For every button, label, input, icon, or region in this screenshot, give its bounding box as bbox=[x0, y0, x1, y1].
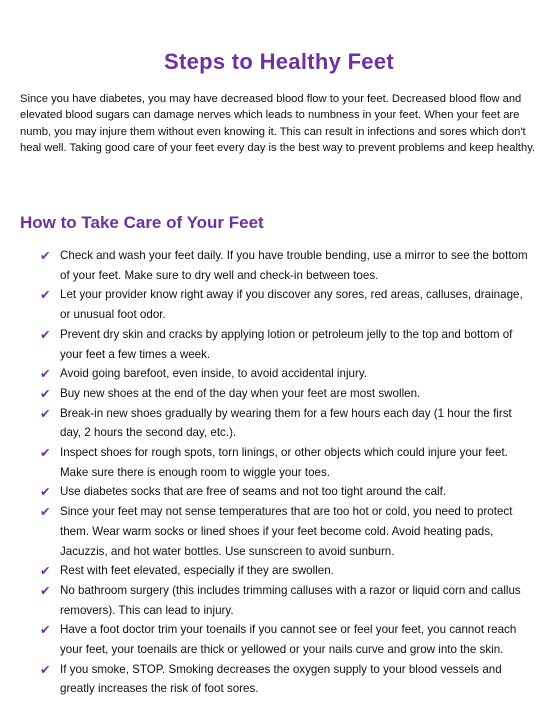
check-mark-icon: ✔ bbox=[40, 622, 51, 638]
check-mark-icon: ✔ bbox=[40, 661, 51, 677]
list-item-text: Since your feet may not sense temperatures that are too hot or cold, you need to protect them. Wear warm socks or lined shoes if your feet become cold. Avoid heating pads, Jacuzzis, and hot water bottles. Use sunscreen to avoid sunburn. bbox=[60, 505, 513, 558]
list-item bbox=[38, 285, 528, 324]
list-item bbox=[38, 482, 528, 502]
list-item-text: Inspect shoes for rough spots, torn linings, or other objects which could injure your feet. Make sure there is enough room to wiggle your toes. bbox=[60, 446, 508, 479]
care-steps-list bbox=[38, 246, 528, 699]
list-item bbox=[38, 384, 528, 404]
check-mark-icon: ✔ bbox=[40, 287, 51, 303]
intro-paragraph: Since you have diabetes, you may have decreased blood flow to your feet. Decreased blood flow and elevated blood sugars can damage nerves which leads to numbness in your feet. When your feet are numb, you may injure them without even knowing it. This can result in infections and sores which don't heal well. Taking good care of your feet every day is the best way to prevent problems and keep healthy. bbox=[20, 93, 536, 154]
page-title: Steps to Healthy Feet bbox=[163, 49, 395, 74]
list-item bbox=[38, 620, 528, 659]
list-item-text: No bathroom surgery (this includes trimming calluses with a razor or liquid corn and callus removers). This can lead to injury. bbox=[60, 583, 521, 617]
list-item bbox=[38, 364, 528, 384]
section-heading: How to Take Care of Your Feet bbox=[20, 213, 264, 232]
list-item-text: Rest with feet elevated, especially if they are swollen. bbox=[60, 564, 334, 578]
list-item-text: Break-in new shoes gradually by wearing them for a few hours each day (1 hour the first day, 2 hours the second day, etc.). bbox=[60, 406, 512, 440]
check-mark-icon: ✔ bbox=[40, 563, 51, 579]
list-item bbox=[38, 581, 528, 620]
check-mark-icon: ✔ bbox=[40, 504, 51, 520]
list-item bbox=[38, 404, 528, 443]
list-item-text: Use diabetes socks that are free of seams and not too tight around the calf. bbox=[60, 485, 447, 499]
check-mark-icon: ✔ bbox=[40, 405, 51, 421]
list-item bbox=[38, 246, 528, 285]
list-item-text: Have a foot doctor trim your toenails if you cannot see or feel your feet, you cannot reach your feet, your toenails are thick or yellowed or your nails curve and grow into the skin. bbox=[60, 623, 517, 657]
check-mark-icon: ✔ bbox=[40, 484, 51, 500]
list-item bbox=[38, 502, 528, 561]
check-mark-icon: ✔ bbox=[40, 248, 51, 263]
check-mark-icon: ✔ bbox=[40, 445, 51, 461]
list-item bbox=[38, 561, 528, 581]
check-mark-icon: ✔ bbox=[40, 326, 51, 342]
list-item-text: Prevent dry skin and cracks by applying lotion or petroleum jelly to the top and bottom of your feet a few times a week. bbox=[60, 327, 513, 361]
list-item bbox=[38, 325, 528, 364]
list-item bbox=[38, 660, 528, 699]
check-mark-icon: ✔ bbox=[40, 366, 51, 382]
list-item-text: Check and wash your feet daily. If you have trouble bending, use a mirror to see the bottom of your feet. Make sure to dry well and check-in between toes. bbox=[60, 249, 528, 282]
list-item-text: Avoid going barefoot, even inside, to avoid accidental injury. bbox=[60, 367, 368, 381]
list-item-text: Buy new shoes at the end of the day when your feet are most swollen. bbox=[60, 386, 421, 400]
list-item bbox=[38, 443, 528, 482]
list-item-text: If you smoke, STOP. Smoking decreases the oxygen supply to your blood vessels and greatly increases the risk of foot sores. bbox=[60, 662, 502, 696]
list-item-text: Let your provider know right away if you discover any sores, red areas, calluses, drainage, or unusual foot odor. bbox=[60, 288, 523, 322]
check-mark-icon: ✔ bbox=[40, 385, 51, 401]
check-mark-icon: ✔ bbox=[40, 582, 51, 598]
